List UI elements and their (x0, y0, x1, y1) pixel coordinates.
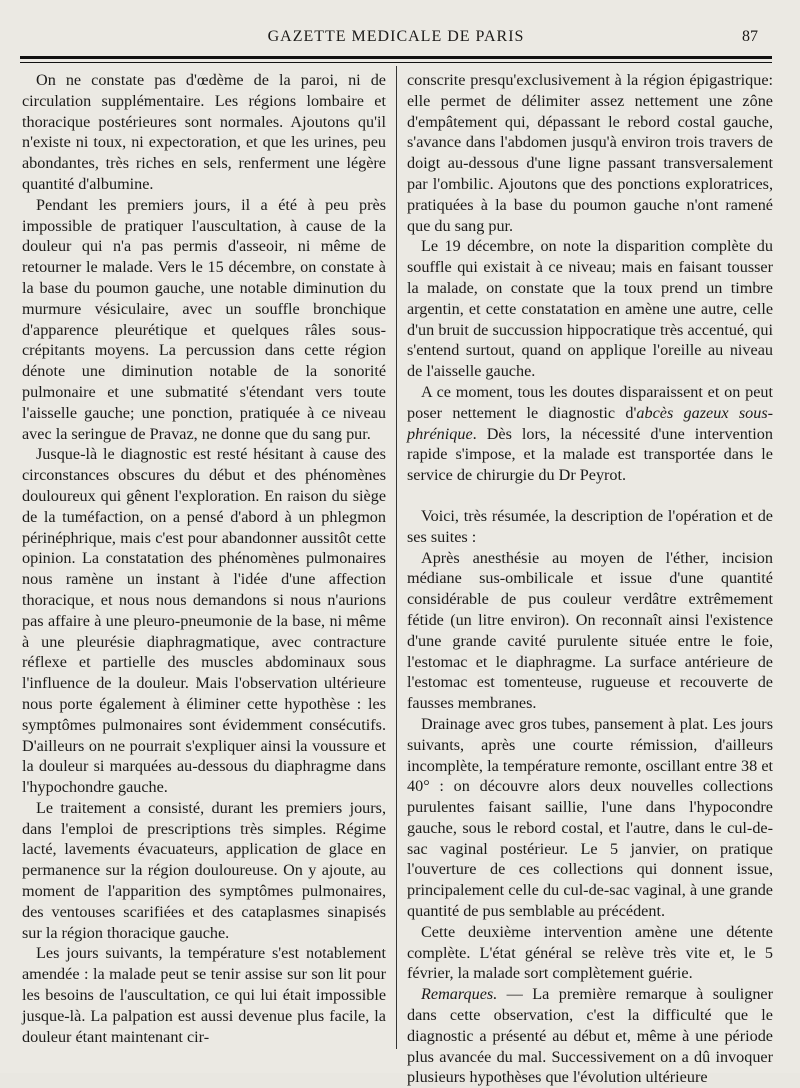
paragraph: Jusque-là le diagnostic est resté hésitant à cause des circonstances obscures du début et des phénomènes douloureux qui gênent l'exploration. En raison du siège de la tuméfaction, on a pensé d'abord à un phlegmon périnéphrique, mais c'est pour abandonner aussitôt cette opinion. La constatation des phénomènes pulmonaires nous ramène un instant à l'idée d'une affection thoracique, et nous nous demandons si nous n'aurions pas affaire à une pleuro-pneumonie de la base, ni même à une pleurésie diaphragmatique, avec contracture réflexe et partielle des muscles abdominaux sous l'influence de la douleur. Mais l'observation ultérieure nous porte également à éliminer cette hypothèse : les symptômes pulmonaires sont évidemment consécutifs. D'ailleurs on ne pourrait s'expliquer ainsi la voussure et la douleur si marquées au-dessous du diaphragme dans l'hypochondre gauche. (22, 445, 386, 797)
paragraph-remarks (407, 984, 773, 1088)
remarks-text: — La première remarque à souligner dans cette observation, c'est la difficulté que le diagnostic a présenté au début et, même à une période plus avancée du mal. Successivement on a dû invoquer plusieurs hypothèses que l'évolution ultérieure (407, 985, 773, 1087)
paragraph-diagnosis (407, 382, 773, 486)
left-column (22, 70, 386, 1057)
page-number: 87 (742, 28, 758, 45)
paragraph: Le 19 décembre, on note la disparition complète du souffle qui existait à ce niveau; mais en faisant tousser la malade, on constate que la toux prend un timbre argentin, et cette constatation en amène une autre, celle d'un bruit de succussion hippocratique très accentué, qui s'entend surtout, quand on applique l'oreille au niveau de l'aisselle gauche. (407, 237, 773, 381)
paragraph-continuation: conscrite presqu'exclusivement à la région épigastrique: elle permet de délimiter assez nettement une zône d'empâtement qui, dépassant le rebord costal gauche, s'avance dans l'abdomen jusqu'à environ trois travers de doigt au-dessous d'une ligne passant transversalement par l'ombilic. Ajoutons que des ponctions exploratrices, pratiquées à la base du poumon gauche n'ont ramené que du sang pur. (407, 71, 773, 235)
paragraph: Les jours suivants, la température s'est notablement amendée : la malade peut se tenir assise sur son lit pour les besoins de l'auscultation, ce qui lui était impossible jusque-là. La palpation est aussi devenue plus facile, la douleur étant maintenant cir- (22, 944, 386, 1046)
diagnosis-text-a: A ce moment, tous les doutes disparaissent et on peut poser nettement le diagnostic d' (407, 382, 773, 422)
journal-title: GAZETTE MEDICALE DE PARIS (267, 28, 525, 45)
paragraph: Cette deuxième intervention amène une détente complète. L'état général se relève très vite et, le 5 février, la malade sort complètement guérie. (407, 922, 773, 983)
column-divider (396, 66, 397, 1049)
paragraph: On ne constate pas d'œdème de la paroi, ni de circulation supplémentaire. Les régions lombaire et thoracique postérieures sont normales. Ajoutons qu'il n'existe ni toux, ni expectoration, et que les urines, peu abondantes, très riches en sels, renferment une légère quantité d'albumine. (22, 71, 386, 193)
remarks-label: Remarques. (421, 985, 498, 1004)
paragraph: Voici, très résumée, la description de l'opération et de ses suites : (407, 506, 773, 546)
paragraph: Pendant les premiers jours, il a été à peu près impossible de pratiquer l'auscultation, à cause de la douleur qui n'a pas permis d'asseoir, ni même de retourner le malade. Vers le 15 décembre, on constate à la base du poumon gauche, une notable diminution du murmure vésiculaire, avec un souffle bronchique d'apparence pleurétique et quelques râles sous-crépitants moyens. La percussion dans cette région dénote une diminution notable de la sonorité pulmonaire et une submatité s'étendant vers toute l'aisselle gauche; une ponction, pratiquée à ce niveau avec la seringue de Pravaz, ne donne que du sang pur. (22, 195, 386, 443)
page-header (20, 28, 772, 52)
paragraph: Après anesthésie au moyen de l'éther, incision médiane sus-ombilicale et issue d'une quantité considérable de pus couleur verdâtre extrêmement fétide (un litre environ). On reconnaît ainsi l'existence d'une grande cavité purulente située entre le foie, l'estomac et le diaphragme. La surface antérieure de l'estomac est tomenteuse, rugueuse et recouverte de fausses membranes. (407, 548, 773, 713)
diagnosis-text-b: . Dès lors, la nécessité d'une intervention rapide s'impose, et la malade est transportée dans le service de chirurgie du Dr Peyrot. (407, 424, 773, 485)
header-rule (20, 56, 772, 63)
diagnosis-term: abcès gazeux sous-phrénique (407, 403, 774, 443)
paragraph: Le traitement a consisté, durant les premiers jours, dans l'emploi de prescriptions très simples. Régime lacté, lavements évacuateurs, application de glace en permanence sur la région douloureuse. On y ajoute, au moment de l'apparition des symptômes pulmonaires, des ventouses scarifiées et des cataplasmes sinapisés sur la région thoracique gauche. (22, 798, 386, 942)
paragraph: Drainage avec gros tubes, pansement à plat. Les jours suivants, après une courte rémission, d'ailleurs incomplète, la température remonte, oscillant entre 38 et 40° : on découvre alors deux nouvelles collections purulentes faisant saillie, l'une dans l'hypocondre gauche, sous le rebord costal, et l'autre, dans le cul-de-sac vaginal postérieur. Le 5 janvier, on pratique l'ouverture de ces collections qui donnent issue, principalement celle du cul-de-sac vaginal, à une grande quantité de pus semblable au précédent. (407, 714, 773, 921)
right-column (407, 70, 774, 1087)
